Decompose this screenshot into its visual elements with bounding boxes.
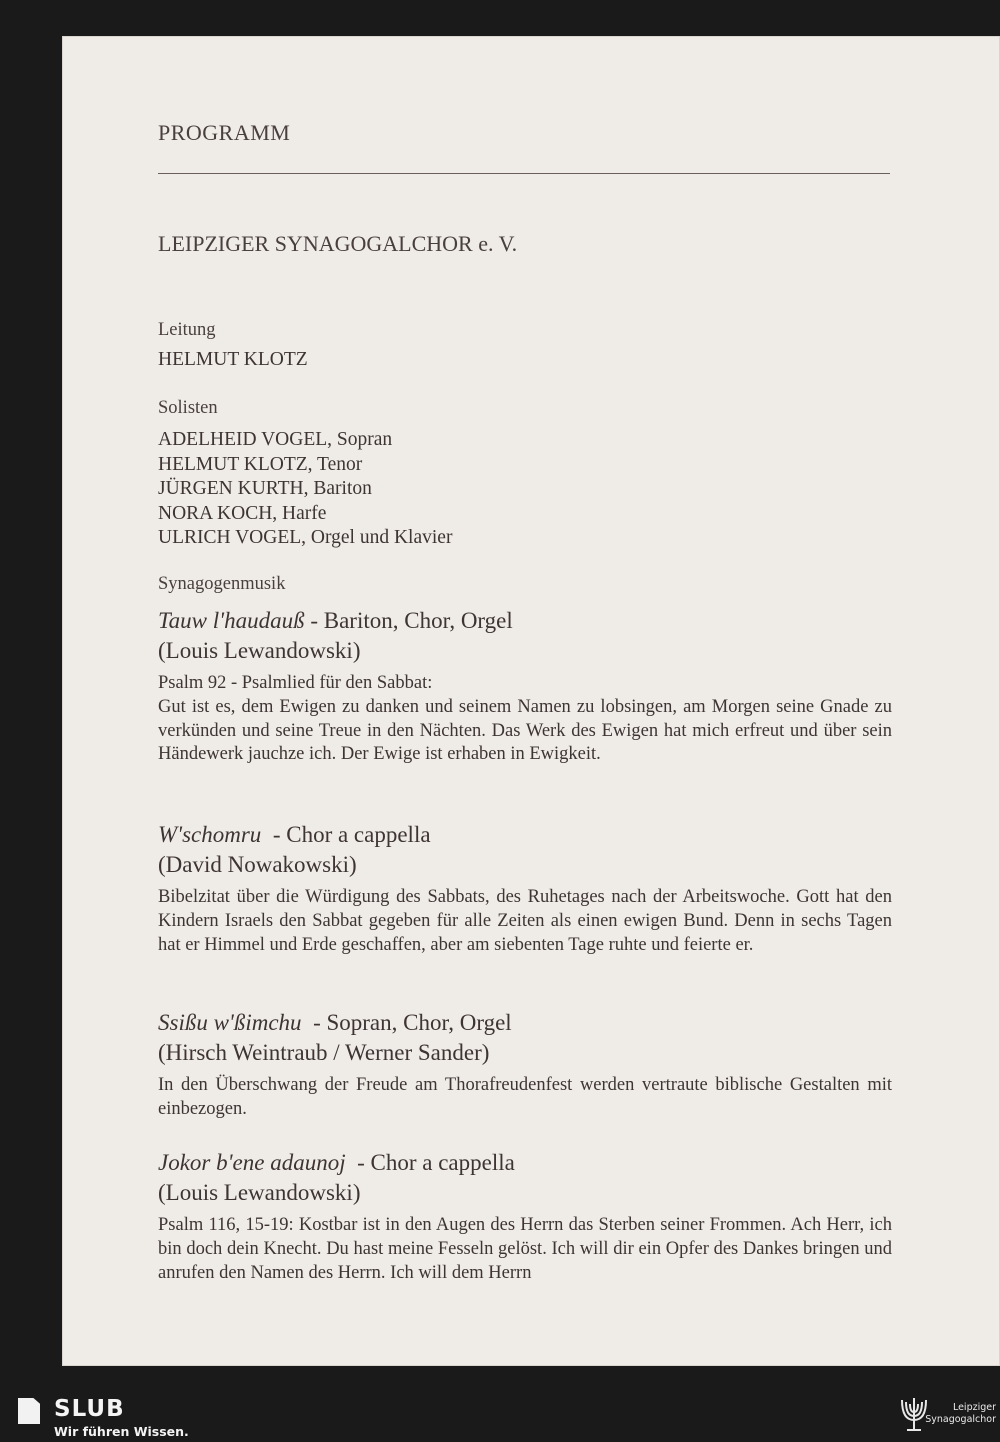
piece: [158, 606, 892, 767]
description-line: Psalm 92 - Psalmlied für den Sabbat:: [158, 673, 433, 693]
section-label: Synagogenmusik: [158, 574, 286, 594]
leitung-block: [158, 318, 892, 373]
soloist-item: ADELHEID VOGEL, Sopran: [158, 429, 393, 450]
partner-line: Synagogalchor: [925, 1414, 996, 1425]
choir-name: LEIPZIGER SYNAGOGALCHOR e. V.: [158, 231, 518, 256]
leitung-label: Leitung: [158, 320, 216, 340]
piece-title-line: [158, 606, 892, 636]
program-page: [62, 36, 1000, 1366]
piece-title-line: [158, 820, 892, 850]
description-line: Psalm 116, 15-19: Kostbar ist in den Augen des Herrn das Sterben seiner Frommen. Ach Herr, ich bin doch dein Knecht. Du hast meine Fesseln gelöst. Ich will dir ein Opfer des Dankes bringen und anrufen den Namen des Herrn. Ich will dem Herrn: [158, 1215, 892, 1283]
piece-title-line: [158, 1148, 892, 1178]
description-line: In den Überschwang der Freude am Thorafreudenfest werden vertraute biblische Gestalten mit einbezogen.: [158, 1075, 892, 1119]
leitung-name: HELMUT KLOTZ: [158, 349, 308, 370]
piece-composer: (Louis Lewandowski): [158, 638, 361, 663]
section-label-block: [158, 572, 892, 596]
piece-title: W'schomru: [158, 822, 262, 847]
description-line: Gut ist es, dem Ewigen zu danken und seinem Namen zu lobsingen, am Morgen seine Gnade zu verkünden und seine Treue in den Nächten. Das Werk des Ewigen hat mich erfreut und über sein Händewerk jauchze ich. Der Ewige ist erhaben in Ewigkeit.: [158, 696, 892, 765]
piece: [158, 1008, 892, 1122]
piece: [158, 1148, 892, 1285]
partner-line: Leipziger: [952, 1402, 996, 1413]
soloists-list: [158, 428, 892, 551]
piece-title-line: [158, 1008, 892, 1038]
piece-composer: (Hirsch Weintraub / Werner Sander): [158, 1040, 490, 1065]
soloists-block: [158, 396, 892, 551]
piece-scoring: - Chor a cappella: [345, 1150, 515, 1175]
piece-description: [158, 886, 892, 957]
partner-logo-text: [922, 1402, 996, 1426]
slub-logo-icon[interactable]: [18, 1398, 40, 1424]
piece-title: Jokor b'ene adaunoj: [158, 1150, 346, 1175]
piece-description: [158, 1214, 892, 1285]
piece-scoring: - Sopran, Chor, Orgel: [301, 1010, 512, 1035]
piece-description: [158, 672, 892, 767]
program-heading: PROGRAMM: [158, 120, 291, 145]
piece-scoring: - Chor a cappella: [261, 822, 431, 847]
piece-title: Tauw l'haudauß: [158, 608, 305, 633]
piece-composer: (Louis Lewandowski): [158, 1180, 361, 1205]
soloist-item: JÜRGEN KURTH, Bariton: [158, 478, 372, 499]
viewer-footer: [0, 1384, 1000, 1442]
piece: [158, 820, 892, 957]
slub-name[interactable]: SLUB: [54, 1396, 125, 1422]
piece-composer: (David Nowakowski): [158, 852, 357, 877]
heading-rule: [158, 173, 890, 174]
piece-description: [158, 1074, 892, 1122]
soloists-label: Solisten: [158, 398, 218, 418]
soloist-item: NORA KOCH, Harfe: [158, 502, 327, 524]
soloist-item: HELMUT KLOTZ, Tenor: [158, 453, 363, 475]
piece-title: Ssißu w'ßimchu: [158, 1010, 302, 1035]
piece-scoring: - Bariton, Chor, Orgel: [304, 608, 513, 633]
description-line: Bibelzitat über die Würdigung des Sabbats, des Ruhetages nach der Arbeitswoche. Gott hat den Kindern Israels den Sabbat gegeben für alle Zeiten als einen ewigen Bund. Denn in sechs Tagen hat er Himmel und Erde geschaffen, aber am siebenten Tage ruhte und feierte er.: [158, 887, 892, 955]
slub-tagline: Wir führen Wissen.: [54, 1424, 189, 1439]
soloist-item: ULRICH VOGEL, Orgel und Klavier: [158, 527, 453, 548]
